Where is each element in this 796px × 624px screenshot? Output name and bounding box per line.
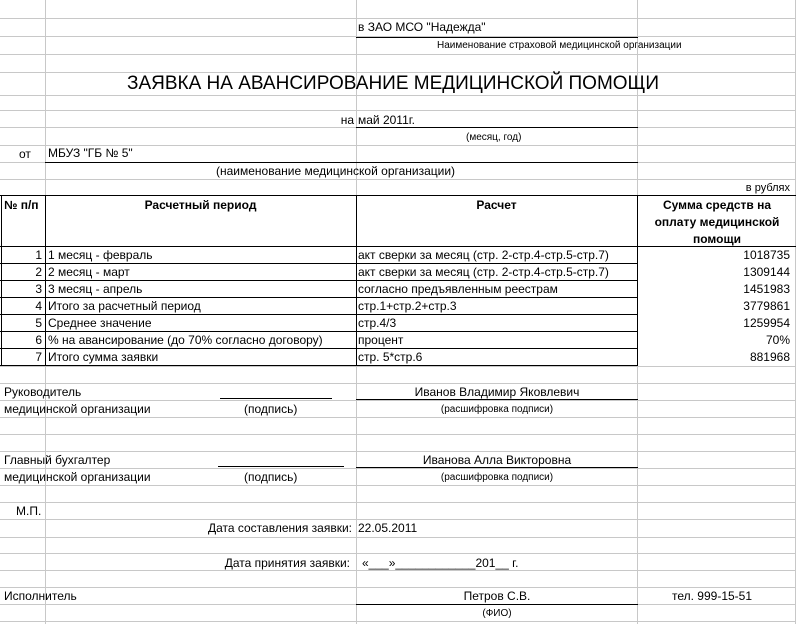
period-underline: [356, 127, 638, 128]
executor-phone: тел. 999-15-51: [672, 589, 753, 603]
row-period: 1 месяц - февраль: [48, 248, 153, 262]
head-signature-line: [220, 398, 332, 399]
accountant-title-line1: Главный бухгалтер: [4, 453, 111, 467]
head-name-line: [356, 399, 638, 400]
column-header-sum: Сумма средств на: [662, 198, 772, 212]
row-calc: стр. 5*стр.6: [358, 350, 423, 364]
date-made-label: Дата составления заявки:: [207, 521, 352, 535]
executor-caption: (ФИО): [482, 608, 512, 619]
table-rowline: [0, 348, 638, 349]
column-header-sum: оплату медицинской: [654, 215, 780, 229]
table-rowline: [0, 331, 638, 332]
accountant-signature-caption: (подпись): [244, 470, 298, 484]
accountant-title-line2: медицинской организации: [4, 470, 151, 484]
organization-underline: [45, 162, 638, 163]
head-name: Иванов Владимир Яковлевич: [414, 385, 580, 399]
executor-name: Петров С.В.: [463, 589, 531, 603]
row-num: 2: [35, 265, 42, 279]
row-sum: 70%: [765, 333, 790, 347]
row-calc: акт сверки за месяц (стр. 2-стр.4-стр.5-стр.7): [358, 265, 609, 279]
column-header-period: Расчетный период: [144, 198, 257, 212]
row-sum: 3779861: [743, 299, 790, 313]
table-rowline: [0, 314, 638, 315]
row-period: 2 месяц - март: [48, 265, 130, 279]
row-calc: стр.4/3: [358, 316, 397, 330]
column-header-sum: помощи: [693, 232, 741, 246]
currency-note: в рублях: [745, 182, 790, 194]
table-rowline: [0, 280, 638, 281]
table-col-divider: [356, 195, 357, 366]
head-title-line2: медицинской организации: [4, 402, 151, 416]
row-num: 6: [35, 333, 42, 347]
row-sum: 1259954: [743, 316, 790, 330]
head-signature-caption: (подпись): [244, 402, 298, 416]
row-calc: акт сверки за месяц (стр. 2-стр.4-стр.5-стр.7): [358, 248, 609, 262]
row-sum: 1451983: [743, 282, 790, 296]
row-num: 7: [35, 350, 42, 364]
stamp-label: М.П.: [16, 504, 42, 518]
date-accepted-label: Дата принятия заявки:: [224, 556, 350, 570]
row-calc: согласно предъявленным реестрам: [358, 282, 558, 296]
date-made-value: 22.05.2011: [358, 521, 418, 535]
row-calc: процент: [358, 333, 404, 347]
row-period: Итого сумма заявки: [48, 350, 159, 364]
period-value: май 2011г.: [358, 113, 416, 127]
row-calc: стр.1+стр.2+стр.3: [358, 299, 457, 313]
document-title: [0, 73, 796, 95]
row-sum: 881968: [749, 350, 790, 364]
organization-caption: (наименование медицинской организации): [216, 164, 456, 178]
insurer-underline: [356, 37, 638, 38]
table-header-bottom: [0, 246, 796, 247]
from-label: от: [19, 147, 31, 161]
row-num: 3: [35, 282, 42, 296]
row-num: 4: [35, 299, 42, 313]
accountant-name: Иванова Алла Викторовна: [422, 453, 572, 467]
table-border-bottom: [0, 365, 638, 366]
document-title-text: ЗАЯВКА НА АВАНСИРОВАНИЕ МЕДИЦИНСКОЙ ПОМОЩИ: [126, 73, 660, 94]
organization-name: МБУЗ "ГБ № 5": [48, 146, 133, 160]
row-sum: 1309144: [743, 265, 790, 279]
accountant-signature-line: [218, 466, 344, 467]
head-title-line1: Руководитель: [4, 385, 82, 399]
executor-label: Исполнитель: [4, 589, 77, 603]
head-name-caption: (расшифровка подписи): [440, 404, 554, 415]
table-rowline: [0, 297, 638, 298]
row-period: % на авансирование (до 70% согласно договору): [48, 333, 323, 347]
date-accepted-value: «___»____________201__ г.: [362, 556, 519, 570]
period-caption: (месяц, год): [466, 132, 522, 143]
table-border-top: [0, 195, 796, 196]
row-period: Итого за расчетный период: [48, 299, 201, 313]
row-num: 5: [35, 316, 42, 330]
row-period: 3 месяц - апрель: [48, 282, 143, 296]
insurer-caption: Наименование страховой медицинской организации: [437, 40, 682, 51]
table-rowline: [0, 263, 638, 264]
table-col-divider: [45, 195, 46, 366]
executor-name-line: [356, 604, 638, 605]
accountant-name-line: [356, 467, 638, 468]
column-header-num: № п/п: [4, 198, 39, 212]
row-sum: 1018735: [743, 248, 790, 262]
accountant-name-caption: (расшифровка подписи): [440, 472, 554, 483]
period-prefix: на: [340, 113, 354, 127]
column-header-calc: Расчет: [476, 198, 517, 212]
row-num: 1: [35, 248, 42, 262]
row-period: Среднее значение: [48, 316, 152, 330]
insurer-name: в ЗАО МСО "Надежда": [358, 20, 486, 34]
